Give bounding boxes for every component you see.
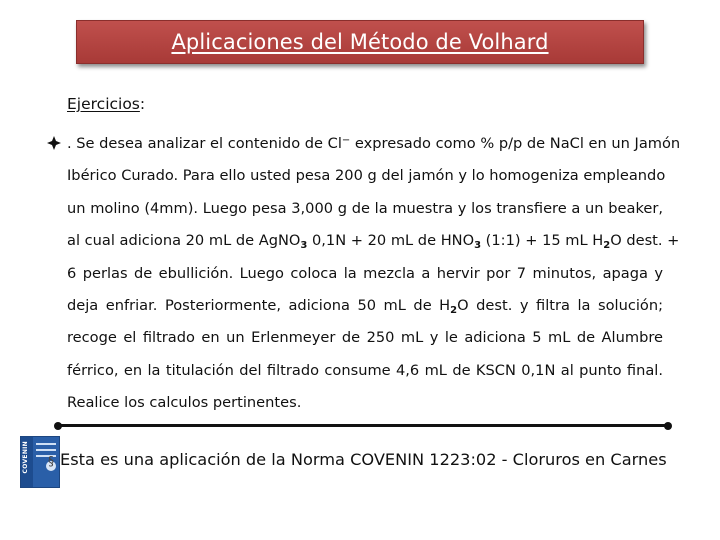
page-title: Aplicaciones del Método de Volhard [171,30,549,54]
standard-document-icon [20,436,60,488]
exercise-text-segment: O dest. + [610,232,680,250]
exercise-text-segment: O dest. y filtra la solución; [457,297,663,315]
subscript: 3 [300,240,308,252]
exercise-text-segment: al cual adiciona 20 mL de AgNO [67,232,301,250]
exercise-text-segment: . Se desea analizar el contenido de Cl [67,135,342,152]
footer-bullet-icon: § [48,454,54,468]
exercise-line-1 [67,128,681,160]
exercise-text [67,128,681,420]
superscript-minus: − [341,135,351,146]
exercise-text-segment: deja enfriar. Posteriormente, adiciona 50 mL de H [67,297,451,315]
exercise-line-3: un molino (4mm). Luego pesa 3,000 g de la muestra y los transfiere a un beaker, [67,199,663,217]
exercise-line-2: Ibérico Curado. Para ello usted pesa 200 g del jamón y lo homogeniza empleando [67,167,666,185]
exercise-line-8: férrico, en la titulación del filtrado consume 4,6 mL de KSCN 0,1N al punto final. [67,361,663,379]
section-heading [67,95,145,113]
book-spine-text: COVENIN [22,441,29,474]
exercise-text-segment: expresado como % p/p de NaCl en un Jamón [350,135,681,152]
exercise-line-7: recoge el filtrado en un Erlenmeyer de 250 mL y le adiciona 5 mL de Alumbre [67,329,663,347]
subscript: 2 [450,305,458,317]
subscript: 2 [603,240,611,252]
exercise-text-segment: (1:1) + 15 mL H [481,232,604,250]
exercise-text-segment: 0,1N + 20 mL de HNO [307,232,475,250]
book-spine [21,437,33,487]
exercise-line-9: Realice los calculos pertinentes. [67,394,302,412]
exercise-line-5: 6 perlas de ebullición. Luego coloca la mezcla a hervir por 7 minutos, apaga y [67,264,663,282]
section-heading-colon: : [139,95,146,113]
exercise-line-6 [67,290,663,322]
title-banner [76,20,644,64]
footer-note: Esta es una aplicación de la Norma COVENIN 1223:02 - Cloruros en Carnes [60,450,667,469]
diamond-bullet-icon [46,135,62,151]
section-heading-text: Ejercicios [67,95,140,113]
divider-line [58,424,668,427]
subscript: 3 [474,240,482,252]
exercise-line-4 [67,225,680,257]
